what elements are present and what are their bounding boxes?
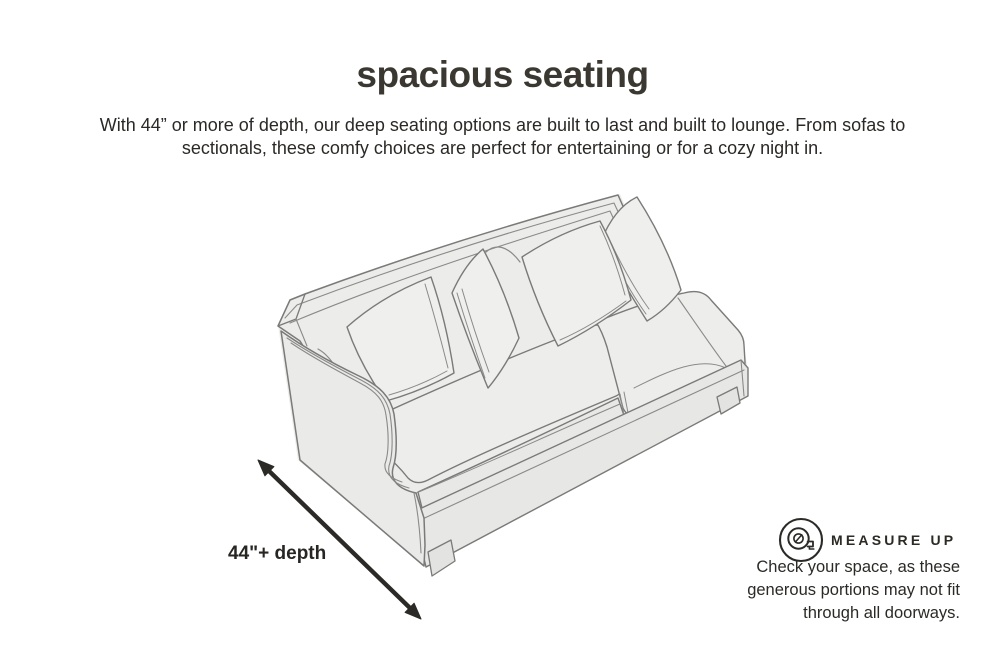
depth-dimension-label: 44"+ depth: [228, 543, 327, 564]
page-title: spacious seating: [356, 54, 649, 95]
intro-text: With 44” or more of depth, our deep seating options are built to last and built to lounge. From sofas to sectionals, these comfy choices are perfect for entertaining or for a cozy night in.: [99, 115, 906, 158]
measure-up-note: Check your space, as these generous portions may not fit through all doorways.: [747, 558, 960, 622]
measure-up-heading: MEASURE UP: [831, 532, 957, 548]
